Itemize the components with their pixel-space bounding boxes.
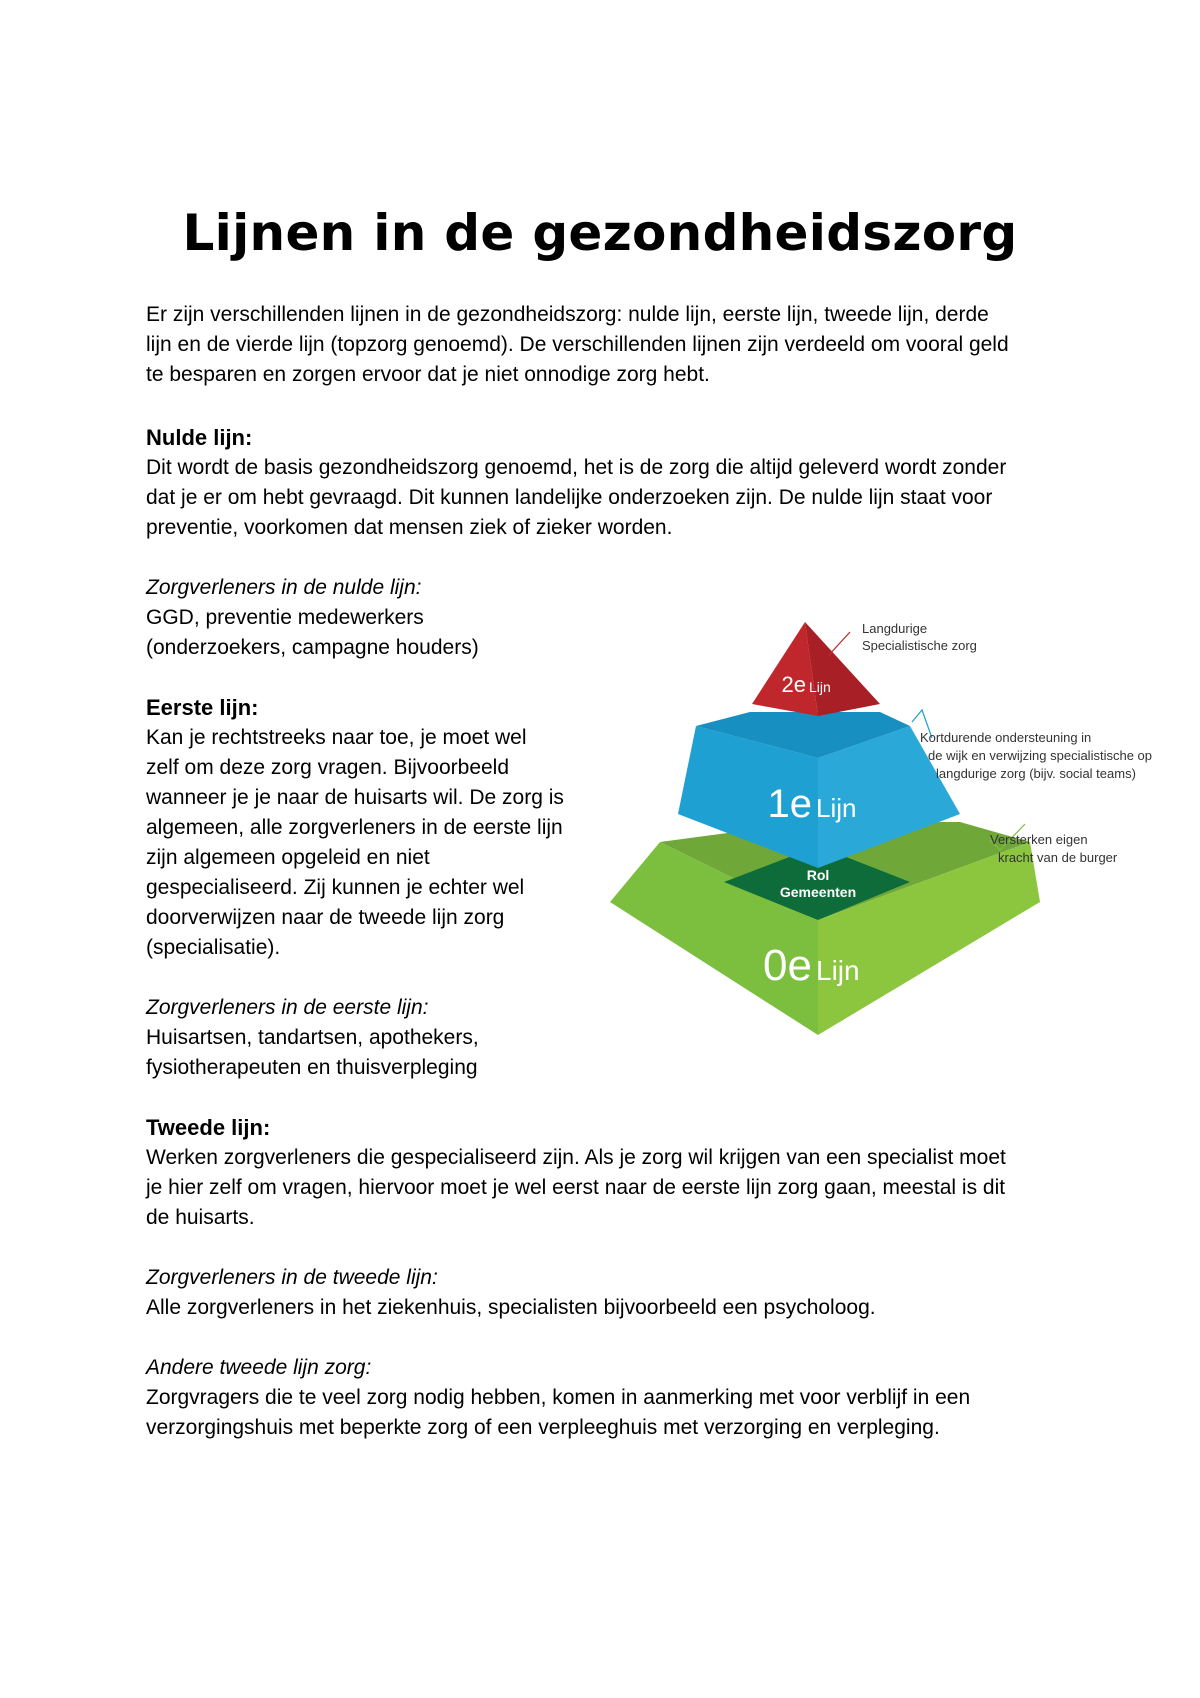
providers-tweede — [146, 1263, 1086, 1323]
body-line: Dit wordt de basis gezondheidszorg genoemd, het is de zorg die altijd geleverd wordt zonder — [146, 456, 1007, 479]
providers-label: Zorgverleners in de nulde lijn: — [146, 576, 422, 599]
other-label: Andere tweede lijn zorg: — [146, 1356, 372, 1379]
body-line: (specialisatie). — [146, 936, 281, 959]
note-1e-line: de wijk en verwijzing specialistische op — [928, 748, 1152, 763]
body-line: algemeen, alle zorgverleners in de eerste lijn — [146, 816, 563, 839]
body-line: Kan je rechtstreeks naar toe, je moet wel — [146, 726, 527, 749]
section-heading-tweede: Tweede lijn: — [146, 1115, 271, 1140]
center-line1: Rol — [806, 867, 830, 883]
tier-0e-num: 0e — [763, 941, 812, 990]
body-line: dat je er om hebt gevraagd. Dit kunnen landelijke onderzoeken zijn. De nulde lijn staat voor — [146, 486, 993, 509]
body-line: zijn algemeen opgeleid en niet — [146, 846, 430, 869]
tier-1e-num: 1e — [767, 782, 812, 826]
note-1e-line: Kortdurende ondersteuning in — [920, 730, 1092, 745]
providers-line: (onderzoekers, campagne houders) — [146, 636, 479, 659]
note-2e-line: Langdurige — [862, 621, 928, 636]
center-line2: Gemeenten — [779, 884, 857, 900]
body-line: gespecialiseerd. Zij kunnen je echter wel — [146, 876, 525, 899]
body-line: de huisarts. — [146, 1206, 255, 1229]
note-0e-line: Versterken eigen — [990, 832, 1088, 847]
care-pyramid-diagram — [600, 610, 1160, 1040]
providers-label: Zorgverleners in de tweede lijn: — [146, 1266, 438, 1289]
section-tweede — [146, 1113, 1086, 1233]
section-heading-eerste: Eerste lijn: — [146, 695, 259, 720]
body-line: preventie, voorkomen dat mensen ziek of zieker worden. — [146, 516, 673, 539]
pyramid-svg — [600, 610, 1160, 1040]
providers-line: GGD, preventie medewerkers — [146, 606, 424, 629]
body-line: doorverwijzen naar de tweede lijn zorg — [146, 906, 505, 929]
note-1e-line: langdurige zorg (bijv. social teams) — [936, 766, 1136, 781]
providers-eerste — [146, 993, 591, 1083]
providers-nulde — [146, 573, 591, 663]
providers-line: Alle zorgverleners in het ziekenhuis, specialisten bijvoorbeeld een psycholoog. — [146, 1296, 876, 1319]
section-nulde — [146, 423, 1086, 543]
note-2e-line: Specialistische zorg — [862, 638, 977, 653]
body-line: wanneer je je naar de huisarts wil. De zorg is — [146, 786, 564, 809]
intro-line: lijn en de vierde lijn (topzorg genoemd). De verschillenden lijnen zijn verdeeld om vooral geld — [146, 333, 1009, 356]
intro-line: Er zijn verschillenden lijnen in de gezondheidszorg: nulde lijn, eerste lijn, tweede lijn, derde — [146, 303, 989, 326]
tier-2e-num: 2e — [781, 672, 806, 697]
body-line: Werken zorgverleners die gespecialiseerd zijn. Als je zorg wil krijgen van een specialist moet — [146, 1146, 1006, 1169]
body-line: zelf om deze zorg vragen. Bijvoorbeeld — [146, 756, 510, 779]
note-0e-line: kracht van de burger — [998, 850, 1118, 865]
other-line: Zorgvragers die te veel zorg nodig hebben, komen in aanmerking met voor verblijf in een — [146, 1386, 971, 1409]
tier-2e-word: Lijn — [809, 679, 831, 695]
page-title: Lijnen in de gezondheidszorg — [182, 204, 1018, 262]
other-line: verzorgingshuis met beperkte zorg of een verpleeghuis met verzorging en verpleging. — [146, 1416, 940, 1439]
intro-paragraph — [146, 300, 1086, 390]
providers-label: Zorgverleners in de eerste lijn: — [146, 996, 429, 1019]
body-line: je hier zelf om vragen, hiervoor moet je wel eerst naar de eerste lijn zorg gaan, meestal is dit — [146, 1176, 1006, 1199]
providers-line: Huisartsen, tandartsen, apothekers, — [146, 1026, 479, 1049]
section-eerste — [146, 693, 591, 963]
tier-1e-word: Lijn — [816, 793, 857, 823]
intro-line: te besparen en zorgen ervoor dat je niet onnodige zorg hebt. — [146, 363, 710, 386]
leader-2e — [828, 632, 850, 656]
tier-2e-right-face — [805, 622, 880, 716]
tier-0e-word: Lijn — [816, 955, 860, 986]
section-heading-nulde: Nulde lijn: — [146, 425, 253, 450]
providers-line: fysiotherapeuten en thuisverpleging — [146, 1056, 478, 1079]
other-tweede — [146, 1353, 1086, 1443]
